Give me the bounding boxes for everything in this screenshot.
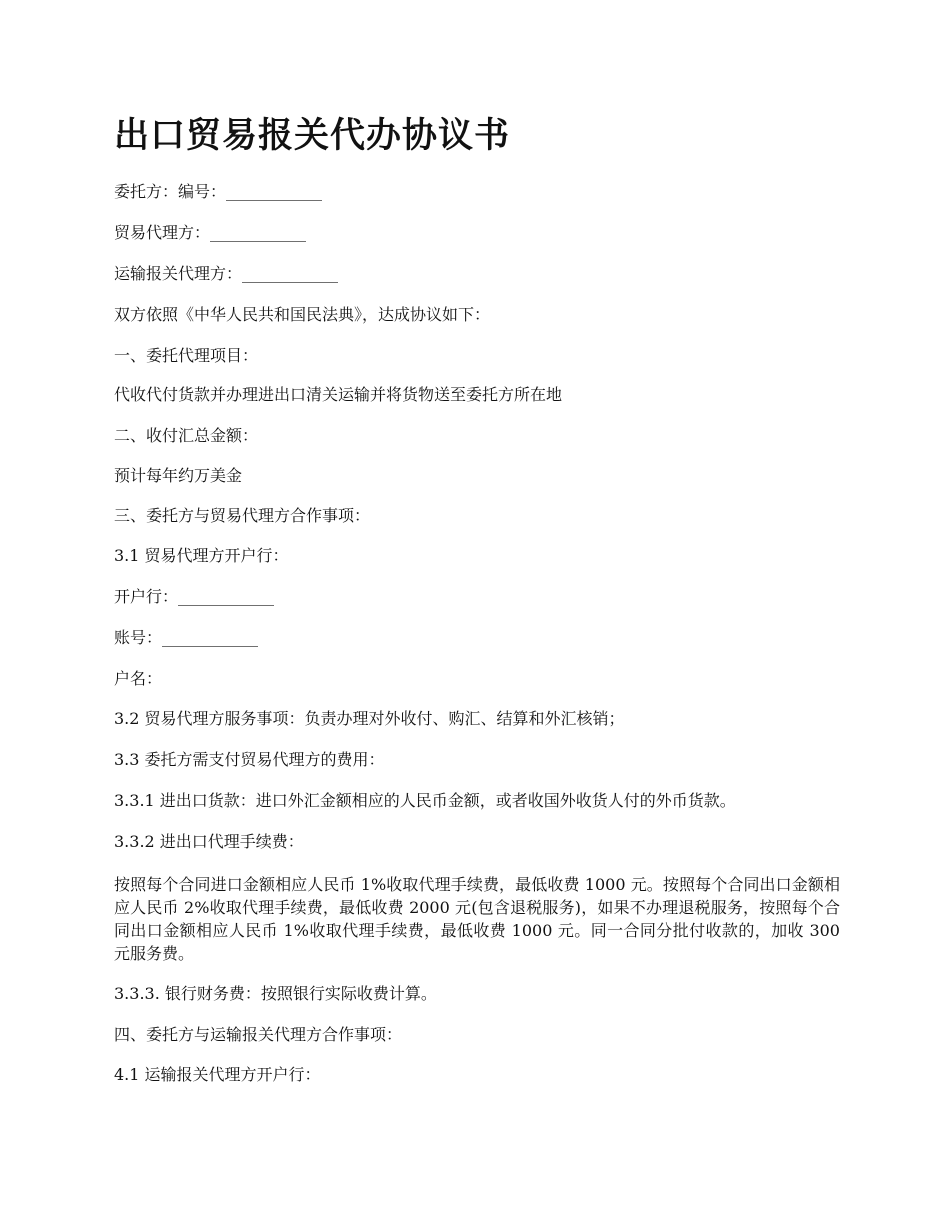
clause-3-3-2: 3.3.2 进出口代理手续费： <box>114 832 304 851</box>
clause-3-2: 3.2 贸易代理方服务事项：负责办理对外收付、购汇、结算和外汇核销； <box>114 709 625 728</box>
section-heading-2: 二、收付汇总金额： <box>114 426 259 445</box>
section-heading-3: 三、委托方与贸易代理方合作事项： <box>114 506 371 525</box>
section-heading-1: 一、委托代理项目： <box>114 346 259 365</box>
clause-3-1: 3.1 贸易代理方开户行： <box>114 546 289 565</box>
clause-4-1: 4.1 运输报关代理方开户行： <box>114 1065 321 1084</box>
paragraph-customs-agent: 运输报关代理方：____________ <box>114 264 339 283</box>
paragraph-account: 账号：____________ <box>114 628 259 647</box>
paragraph-account-name: 户名： <box>114 669 163 688</box>
section-heading-4: 四、委托方与运输报关代理方合作事项： <box>114 1025 403 1044</box>
paragraph-principal: 委托方：编号：____________ <box>114 182 323 201</box>
clause-3-3: 3.3 委托方需支付贸易代理方的费用： <box>114 750 385 769</box>
clause-3-3-3: 3.3.3. 银行财务费：按照银行实际收费计算。 <box>114 984 437 1003</box>
paragraph-scope: 代收代付货款并办理进出口清关运输并将货物送至委托方所在地 <box>114 385 563 404</box>
paragraph-fees: 按照每个合同进口金额相应人民币 1%收取代理手续费，最低收费 1000 元。按照每个合同出口金额相应人民币 2%收取代理手续费，最低收费 2000 元(包含退税服务)，如果不办理退税服务，按照每个合同出口金额相应人民币 1%收取代理手续费，最低收费 1000 元。同一合同分批付收款的，加收 300 元服务费。 <box>114 875 840 963</box>
paragraph-trade-agent: 贸易代理方：____________ <box>114 223 307 242</box>
clause-3-3-1: 3.3.1 进出口货款：进口外汇金额相应的人民币金额，或者收国外收货人付的外币货款。 <box>114 791 736 810</box>
paragraph-amount: 预计每年约万美金 <box>114 466 243 485</box>
paragraph-bank: 开户行：____________ <box>114 587 275 606</box>
paragraph-preamble: 双方依照《中华人民共和国民法典》，达成协议如下： <box>114 305 491 324</box>
document-title: 出口贸易报关代办协议书 <box>114 115 511 156</box>
